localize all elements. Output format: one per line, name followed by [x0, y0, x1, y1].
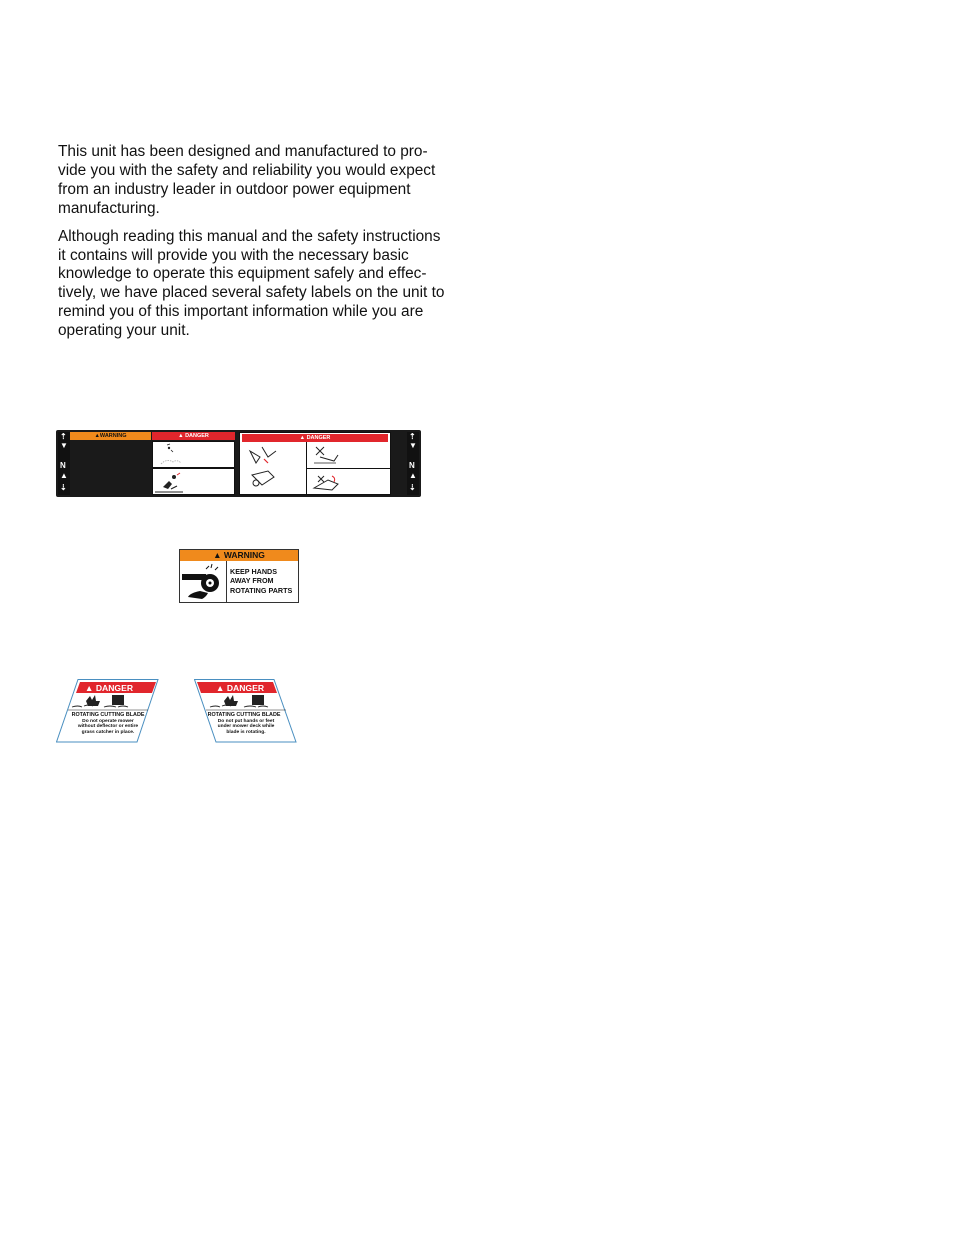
right-panel: [239, 432, 391, 495]
reverse-mowing-icon: [310, 470, 388, 494]
bystander-hazard-icon: [310, 443, 388, 467]
speed-wedge-icon: ▲: [60, 471, 68, 480]
left-panel: [70, 432, 235, 495]
danger-decal-header: ▲ DANGER: [84, 683, 134, 693]
intro-text: [58, 143, 458, 350]
panel-divider: [306, 468, 390, 469]
paragraph-safety-labels: Although reading this manual and the safety instructions it contains will provide you with the necessary basic knowledge to operate this equipment safely and effec- tively, we have placed several safety labels on the unit to remind you of this important information while you are operating your unit.: [58, 227, 445, 340]
speed-wedge-icon: ▼: [60, 441, 68, 450]
reverse-arrow-icon: ⇣: [60, 483, 67, 492]
warning-header: ▲WARNING: [70, 432, 151, 440]
forward-arrow-icon: ⇡: [409, 432, 416, 441]
warning-line: AWAY FROM: [230, 576, 274, 586]
warning-line: KEEP HANDS: [230, 567, 277, 576]
speed-wedge-icon: ▼: [409, 441, 417, 450]
neutral-label: N: [60, 461, 66, 470]
neutral-label: N: [409, 461, 415, 470]
danger-decal-title: ROTATING CUTTING BLADE: [207, 712, 281, 718]
hand-entanglement-pictogram: [180, 561, 227, 602]
danger-decal-title: ROTATING CUTTING BLADE: [71, 712, 145, 718]
warning-decal-message: [230, 567, 298, 595]
danger-decal-text: Do not put hands or feet under mower deck while blade is rotating.: [217, 719, 275, 735]
slope-rollover-icon: [153, 469, 234, 494]
foot-icon: [252, 695, 264, 705]
paragraph-design: This unit has been designed and manufactured to pro- vide you with the safety and reliability you would expect from an industry leader in outdoor power equipment manufacturing.: [58, 143, 436, 217]
thrown-object-icon: [153, 442, 234, 467]
right-gear-strip: [407, 432, 419, 495]
warning-decal-header: ▲ WARNING: [180, 550, 298, 561]
dashboard-safety-decal: [56, 430, 421, 497]
warning-line: ROTATING PARTS: [230, 585, 293, 595]
danger-decal-deflector: [56, 679, 159, 743]
reverse-arrow-icon: ⇣: [409, 483, 416, 492]
danger-decal-hands-feet: [194, 679, 297, 743]
danger-header-left: ▲ DANGER: [152, 432, 235, 440]
hand-in-pulley-icon: [180, 561, 226, 602]
forward-arrow-icon: ⇡: [60, 432, 67, 441]
danger-decal-header: ▲ DANGER: [215, 683, 265, 693]
speed-wedge-icon: ▲: [409, 471, 417, 480]
slope-pictogram: [152, 468, 235, 495]
danger-header-right: ▲ DANGER: [242, 434, 388, 442]
child-hazard-icon: [242, 443, 302, 493]
left-gear-strip: [58, 432, 70, 495]
rotating-parts-warning-decal: [179, 549, 299, 603]
danger-decal-text: Do not operate mower without deflector or entire grass catcher in place.: [77, 719, 139, 735]
thrown-object-pictogram: [152, 441, 235, 468]
